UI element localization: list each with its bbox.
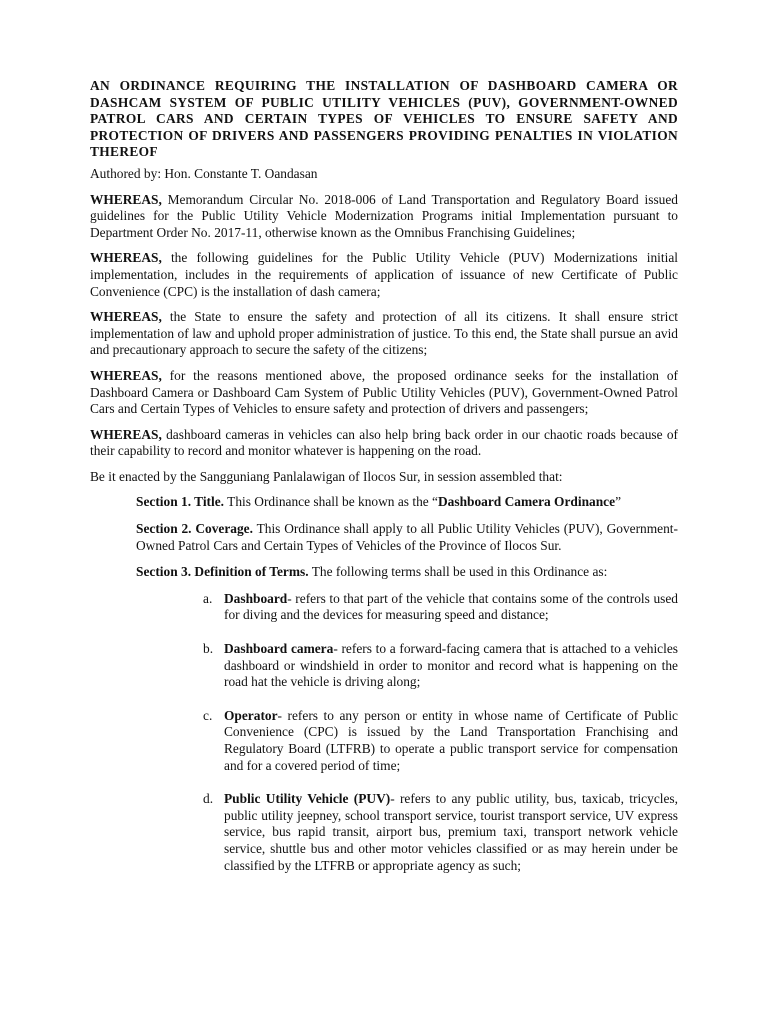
author-line: Authored by: Hon. Constante T. Oandasan xyxy=(90,165,318,181)
section-heading: Section 1. Title. xyxy=(136,494,225,510)
section-heading: Section 3. Definition of Terms. xyxy=(136,564,309,580)
whereas-lead: WHEREAS, xyxy=(90,426,162,442)
term-definition: - refers to that part of the vehicle that contains some of the controls used for diving and the devices for measuring speed and distance; xyxy=(224,590,678,623)
section-text: This Ordinance shall be known as the “ xyxy=(224,494,438,510)
term-definition: - refers to a forward-facing camera that is attached to a vehicles dashboard or windshield in order to monitor and record what is happening on the road hat the vehicle is driving along; xyxy=(224,641,678,690)
whereas-lead: WHEREAS, xyxy=(90,191,162,207)
whereas-text: for the reasons mentioned above, the proposed ordinance seeks for the installation of Dashboard Camera or Dashboard Cam System of Public Utility Vehicles (PUV), Government-Owned Patrol Cars and Certain Types of Vehicles to ensure safety and protection of drivers and passengers; xyxy=(90,367,678,417)
term-definition: - refers to any public utility, bus, taxicab, tricycles, public utility jeepney, school transport service, tourist transport service, UV express service, bus rapid transit, airport bus, premium taxi, transport network vehicle service, shuttle bus and other motor vehicles classified or as may herein under be classified by the LTFRB or appropriate agency as such; xyxy=(224,791,678,873)
section-text: The following terms shall be used in this Ordinance as: xyxy=(308,564,608,580)
section-3 xyxy=(136,564,678,581)
section-1 xyxy=(136,494,678,511)
whereas-clause-3 xyxy=(90,309,678,359)
whereas-clause-1 xyxy=(90,192,678,242)
whereas-lead: WHEREAS, xyxy=(90,309,162,325)
term-name: Operator xyxy=(224,707,278,723)
whereas-text: Memorandum Circular No. 2018-006 of Land Transportation and Regulatory Board issued guidelines for the Public Utility Vehicle Modernization Programs initial Implementation pursuant to Department Order No. 2017-11, otherwise known as the Omnibus Franchising Guidelines; xyxy=(90,191,678,240)
term-name: Public Utility Vehicle (PUV) xyxy=(224,791,391,807)
section-2 xyxy=(136,521,678,554)
item-letter: c. xyxy=(203,707,213,723)
definition-item xyxy=(136,708,678,774)
ordinance-title: AN ORDINANCE REQUIRING THE INSTALLATION OF DASHBOARD CAMERA OR DASHCAM SYSTEM OF PUBLIC UTILITY VEHICLES (PUV), GOVERNMENT-OWNED PATROL CARS AND CERTAIN TYPES OF VEHICLES TO ENSURE SAFETY AND PROTECTION OF DRIVERS AND PASSENGERS PROVIDING PENALTIES IN VIOLATION THEREOF xyxy=(90,78,678,160)
definition-item xyxy=(136,791,678,874)
whereas-clause-4 xyxy=(90,368,678,418)
term-name: Dashboard xyxy=(224,590,288,606)
item-letter: a. xyxy=(203,590,213,606)
closing-quote: ” xyxy=(615,494,622,510)
definition-item xyxy=(136,641,678,691)
whereas-text: the following guidelines for the Public Utility Vehicle (PUV) Modernizations initial implementation, includes in the requirements of application of issuance of new Certificate of Public Convenience (CPC) is the installation of dash camera; xyxy=(90,250,678,299)
ordinance-short-name: Dashboard Camera Ordinance xyxy=(438,494,616,510)
whereas-lead: WHEREAS, xyxy=(90,250,162,266)
item-letter: d. xyxy=(203,791,214,807)
whereas-text: dashboard cameras in vehicles can also help bring back order in our chaotic roads because of their capability to record and monitor whatever is happening on the road. xyxy=(90,426,678,459)
term-definition: - refers to any person or entity in whose name of Certificate of Public Convenience (CPC) is issued by the Land Transportation Franchising and Regulatory Board (LTFRB) to operate a public transport service for compensation and for a covered period of time; xyxy=(224,707,678,773)
section-text: This Ordinance shall apply to all Public Utility Vehicles (PUV), Government-Owned Patrol Cars and Certain Types of Vehicles of the Province of Ilocos Sur. xyxy=(136,521,678,553)
section-heading: Section 2. Coverage. xyxy=(136,521,253,537)
whereas-lead: WHEREAS, xyxy=(90,367,162,383)
whereas-text: the State to ensure the safety and protection of all its citizens. It shall ensure strict implementation of law and uphold proper administration of justice. To this end, the State shall pursue an avid and precautionary approach to secure the safety of the citizens; xyxy=(90,309,678,358)
whereas-clause-2 xyxy=(90,250,678,300)
definitions-list xyxy=(136,591,678,874)
definition-item xyxy=(136,591,678,624)
term-name: Dashboard camera xyxy=(224,641,334,657)
item-letter: b. xyxy=(203,641,214,657)
whereas-clause-5 xyxy=(90,427,678,460)
sections-block xyxy=(136,494,678,874)
enacting-clause: Be it enacted by the Sangguniang Panlalawigan of Ilocos Sur, in session assembled that: xyxy=(90,468,563,484)
